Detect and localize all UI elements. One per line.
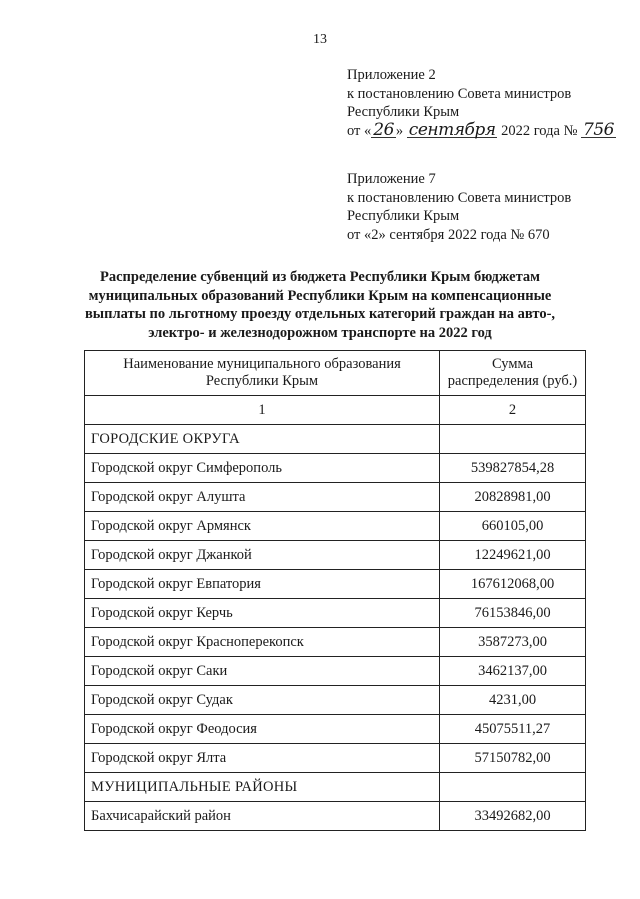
section-row — [85, 425, 586, 454]
table-row — [85, 715, 586, 744]
section-heading: ГОРОДСКИЕ ОКРУГА — [85, 425, 440, 454]
header-text: Республики Крым — [205, 373, 319, 389]
appendix-label: Приложение 2 — [347, 67, 436, 83]
column-number: 2 — [440, 396, 586, 425]
title-line: Распределение субвенций из бюджета Республики Крым бюджетам — [99, 269, 541, 285]
appendix-label: Приложение 7 — [347, 171, 436, 187]
column-number: 1 — [85, 396, 440, 425]
header-municipality — [85, 351, 440, 396]
table-row — [85, 570, 586, 599]
header-text: Сумма — [491, 356, 534, 372]
page-number: 13 — [313, 32, 327, 47]
appendix-republic-line: Республики Крым — [347, 208, 460, 224]
amount-value: 539827854,28 — [440, 454, 586, 483]
empty-cell — [440, 773, 586, 802]
appendix-republic-line: Республики Крым — [347, 104, 460, 120]
date-year: 2022 года № — [497, 122, 578, 139]
table-row — [85, 802, 586, 831]
municipality-name: Бахчисарайский район — [85, 802, 440, 831]
table-row — [85, 483, 586, 512]
municipality-name: Городской округ Ялта — [85, 744, 440, 773]
appendix-decree-line: к постановлению Совета министров — [347, 189, 572, 206]
header-text: распределения (руб.) — [447, 373, 578, 389]
amount-value: 33492682,00 — [440, 802, 586, 831]
amount-value: 167612068,00 — [440, 570, 586, 599]
distribution-table — [84, 350, 586, 831]
empty-cell — [440, 425, 586, 454]
amount-value: 3462137,00 — [440, 657, 586, 686]
title-line: выплаты по льготному проезду отдельных категорий граждан на авто-, — [84, 306, 556, 322]
table-row — [85, 744, 586, 773]
column-number-row — [85, 396, 586, 425]
amount-value: 20828981,00 — [440, 483, 586, 512]
municipality-name: Городской округ Феодосия — [85, 715, 440, 744]
municipality-name: Городской округ Керчь — [85, 599, 440, 628]
handwritten-month: сентября — [408, 119, 496, 140]
municipality-name: Городской округ Армянск — [85, 512, 440, 541]
table-row — [85, 599, 586, 628]
table-row — [85, 541, 586, 570]
amount-value: 12249621,00 — [440, 541, 586, 570]
date-mid: » — [395, 122, 407, 139]
municipality-name: Городской округ Саки — [85, 657, 440, 686]
appendix-date-line: от «2» сентября 2022 года № 670 — [347, 226, 550, 243]
appendix-decree-line: к постановлению Совета министров — [347, 85, 572, 102]
appendix-current — [347, 66, 616, 140]
municipality-name: Городской округ Евпатория — [85, 570, 440, 599]
amount-value: 57150782,00 — [440, 744, 586, 773]
municipality-name: Городской округ Судак — [85, 686, 440, 715]
amount-value: 4231,00 — [440, 686, 586, 715]
municipality-name: Городской округ Красноперекопск — [85, 628, 440, 657]
document-title — [40, 268, 600, 342]
date-prefix: от « — [347, 122, 372, 139]
amount-value: 3587273,00 — [440, 628, 586, 657]
table-row — [85, 657, 586, 686]
header-text: Наименование муниципального образования — [123, 356, 401, 372]
table-row — [85, 628, 586, 657]
municipality-name: Городской округ Алушта — [85, 483, 440, 512]
section-row — [85, 773, 586, 802]
municipality-name: Городской округ Джанкой — [85, 541, 440, 570]
title-line: электро- и железнодорожном транспорте на 2022 год — [148, 324, 492, 341]
handwritten-number: 756 — [583, 119, 614, 140]
table-header-row — [85, 351, 586, 396]
amount-value: 76153846,00 — [440, 599, 586, 628]
section-heading: МУНИЦИПАЛЬНЫЕ РАЙОНЫ — [85, 773, 440, 802]
amount-value: 660105,00 — [440, 512, 586, 541]
municipality-name: Городской округ Симферополь — [85, 454, 440, 483]
table-row — [85, 686, 586, 715]
table-row — [85, 454, 586, 483]
appendix-date-line — [347, 119, 616, 141]
table-row — [85, 512, 586, 541]
appendix-previous — [347, 170, 571, 244]
title-line: муниципальных образований Республики Крым на компенсационные — [88, 287, 552, 304]
amount-value: 45075511,27 — [440, 715, 586, 744]
handwritten-day: 26 — [373, 119, 394, 140]
header-amount — [440, 351, 586, 396]
